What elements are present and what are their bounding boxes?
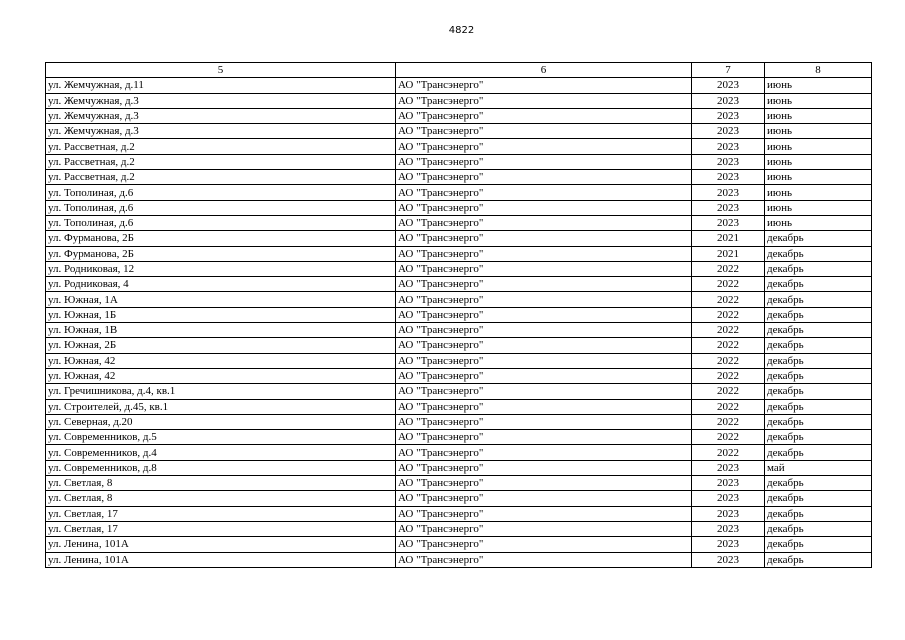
organization-cell: АО "Трансэнерго" <box>396 277 692 292</box>
month-cell: июнь <box>765 139 872 154</box>
address-cell: ул. Южная, 42 <box>46 368 396 383</box>
address-cell: ул. Тополиная, д.6 <box>46 200 396 215</box>
address-cell: ул. Ленина, 101А <box>46 552 396 567</box>
address-cell: ул. Фурманова, 2Б <box>46 246 396 261</box>
organization-cell: АО "Трансэнерго" <box>396 200 692 215</box>
address-cell: ул. Южная, 2Б <box>46 338 396 353</box>
address-cell: ул. Южная, 42 <box>46 353 396 368</box>
month-cell: декабрь <box>765 491 872 506</box>
year-cell: 2023 <box>692 476 765 491</box>
table-row <box>46 139 872 154</box>
month-cell: декабрь <box>765 521 872 536</box>
month-cell: декабрь <box>765 231 872 246</box>
table-body <box>46 63 872 568</box>
address-cell: ул. Фурманова, 2Б <box>46 231 396 246</box>
year-cell: 2023 <box>692 108 765 123</box>
year-cell: 2023 <box>692 185 765 200</box>
month-cell: декабрь <box>765 537 872 552</box>
month-cell: декабрь <box>765 338 872 353</box>
header-cell-7: 7 <box>692 63 765 78</box>
table-row <box>46 460 872 475</box>
month-cell: декабрь <box>765 476 872 491</box>
year-cell: 2023 <box>692 200 765 215</box>
year-cell: 2023 <box>692 491 765 506</box>
table-row <box>46 414 872 429</box>
address-cell: ул. Жемчужная, д.3 <box>46 108 396 123</box>
organization-cell: АО "Трансэнерго" <box>396 521 692 536</box>
table-row <box>46 307 872 322</box>
month-cell: декабрь <box>765 246 872 261</box>
address-cell: ул. Рассветная, д.2 <box>46 139 396 154</box>
table-row <box>46 215 872 230</box>
address-cell: ул. Северная, д.20 <box>46 414 396 429</box>
table-row <box>46 476 872 491</box>
year-cell: 2022 <box>692 292 765 307</box>
year-cell: 2023 <box>692 93 765 108</box>
table-row <box>46 261 872 276</box>
year-cell: 2023 <box>692 537 765 552</box>
address-cell: ул. Современников, д.5 <box>46 430 396 445</box>
organization-cell: АО "Трансэнерго" <box>396 368 692 383</box>
organization-cell: АО "Трансэнерго" <box>396 506 692 521</box>
organization-cell: АО "Трансэнерго" <box>396 323 692 338</box>
organization-cell: АО "Трансэнерго" <box>396 353 692 368</box>
month-cell: декабрь <box>765 277 872 292</box>
table-row <box>46 185 872 200</box>
organization-cell: АО "Трансэнерго" <box>396 399 692 414</box>
year-cell: 2023 <box>692 506 765 521</box>
table-row <box>46 170 872 185</box>
address-cell: ул. Рассветная, д.2 <box>46 154 396 169</box>
month-cell: декабрь <box>765 399 872 414</box>
organization-cell: АО "Трансэнерго" <box>396 154 692 169</box>
month-cell: декабрь <box>765 261 872 276</box>
table-row <box>46 368 872 383</box>
month-cell: декабрь <box>765 368 872 383</box>
month-cell: декабрь <box>765 552 872 567</box>
year-cell: 2021 <box>692 231 765 246</box>
organization-cell: АО "Трансэнерго" <box>396 215 692 230</box>
table-row <box>46 430 872 445</box>
address-cell: ул. Гречишникова, д.4, кв.1 <box>46 384 396 399</box>
address-cell: ул. Тополиная, д.6 <box>46 215 396 230</box>
organization-cell: АО "Трансэнерго" <box>396 384 692 399</box>
organization-cell: АО "Трансэнерго" <box>396 139 692 154</box>
month-cell: декабрь <box>765 506 872 521</box>
year-cell: 2022 <box>692 414 765 429</box>
year-cell: 2023 <box>692 521 765 536</box>
address-cell: ул. Тополиная, д.6 <box>46 185 396 200</box>
address-cell: ул. Жемчужная, д.11 <box>46 78 396 93</box>
table-row <box>46 537 872 552</box>
address-cell: ул. Светлая, 8 <box>46 491 396 506</box>
header-cell-8: 8 <box>765 63 872 78</box>
organization-cell: АО "Трансэнерго" <box>396 307 692 322</box>
organization-cell: АО "Трансэнерго" <box>396 476 692 491</box>
address-cell: ул. Родниковая, 12 <box>46 261 396 276</box>
address-cell: ул. Рассветная, д.2 <box>46 170 396 185</box>
month-cell: май <box>765 460 872 475</box>
table-row <box>46 277 872 292</box>
month-cell: декабрь <box>765 307 872 322</box>
organization-cell: АО "Трансэнерго" <box>396 93 692 108</box>
address-cell: ул. Современников, д.8 <box>46 460 396 475</box>
year-cell: 2022 <box>692 368 765 383</box>
month-cell: июнь <box>765 200 872 215</box>
address-cell: ул. Южная, 1А <box>46 292 396 307</box>
organization-cell: АО "Трансэнерго" <box>396 445 692 460</box>
organization-cell: АО "Трансэнерго" <box>396 108 692 123</box>
table-row <box>46 491 872 506</box>
organization-cell: АО "Трансэнерго" <box>396 460 692 475</box>
table-row <box>46 399 872 414</box>
month-cell: декабрь <box>765 384 872 399</box>
year-cell: 2022 <box>692 338 765 353</box>
table-header-row <box>46 63 872 78</box>
table-row <box>46 78 872 93</box>
table-row <box>46 154 872 169</box>
table-row <box>46 246 872 261</box>
month-cell: июнь <box>765 215 872 230</box>
table-row <box>46 338 872 353</box>
address-cell: ул. Современников, д.4 <box>46 445 396 460</box>
month-cell: декабрь <box>765 353 872 368</box>
month-cell: июнь <box>765 108 872 123</box>
organization-cell: АО "Трансэнерго" <box>396 124 692 139</box>
table-row <box>46 506 872 521</box>
organization-cell: АО "Трансэнерго" <box>396 491 692 506</box>
year-cell: 2022 <box>692 399 765 414</box>
organization-cell: АО "Трансэнерго" <box>396 414 692 429</box>
year-cell: 2023 <box>692 139 765 154</box>
month-cell: декабрь <box>765 414 872 429</box>
table-row <box>46 552 872 567</box>
year-cell: 2023 <box>692 460 765 475</box>
month-cell: декабрь <box>765 292 872 307</box>
header-cell-5: 5 <box>46 63 396 78</box>
address-cell: ул. Жемчужная, д.3 <box>46 124 396 139</box>
month-cell: декабрь <box>765 430 872 445</box>
organization-cell: АО "Трансэнерго" <box>396 292 692 307</box>
year-cell: 2023 <box>692 124 765 139</box>
table-row <box>46 231 872 246</box>
address-cell: ул. Южная, 1Б <box>46 307 396 322</box>
address-cell: ул. Ленина, 101А <box>46 537 396 552</box>
year-cell: 2022 <box>692 445 765 460</box>
year-cell: 2022 <box>692 277 765 292</box>
year-cell: 2022 <box>692 353 765 368</box>
table-row <box>46 353 872 368</box>
address-cell: ул. Жемчужная, д.3 <box>46 93 396 108</box>
organization-cell: АО "Трансэнерго" <box>396 261 692 276</box>
table-row <box>46 124 872 139</box>
address-cell: ул. Светлая, 17 <box>46 521 396 536</box>
year-cell: 2022 <box>692 384 765 399</box>
address-cell: ул. Светлая, 8 <box>46 476 396 491</box>
organization-cell: АО "Трансэнерго" <box>396 338 692 353</box>
table-row <box>46 93 872 108</box>
table-row <box>46 292 872 307</box>
organization-cell: АО "Трансэнерго" <box>396 552 692 567</box>
organization-cell: АО "Трансэнерго" <box>396 246 692 261</box>
address-cell: ул. Родниковая, 4 <box>46 277 396 292</box>
year-cell: 2022 <box>692 307 765 322</box>
month-cell: июнь <box>765 170 872 185</box>
year-cell: 2023 <box>692 78 765 93</box>
year-cell: 2023 <box>692 170 765 185</box>
table-row <box>46 445 872 460</box>
table-row <box>46 200 872 215</box>
table-row <box>46 108 872 123</box>
year-cell: 2023 <box>692 154 765 169</box>
page-number: 4822 <box>448 25 475 36</box>
organization-cell: АО "Трансэнерго" <box>396 185 692 200</box>
organization-cell: АО "Трансэнерго" <box>396 170 692 185</box>
data-table <box>45 62 872 568</box>
table-row <box>46 521 872 536</box>
month-cell: июнь <box>765 154 872 169</box>
table-row <box>46 384 872 399</box>
month-cell: июнь <box>765 93 872 108</box>
year-cell: 2022 <box>692 323 765 338</box>
year-cell: 2022 <box>692 430 765 445</box>
address-cell: ул. Строителей, д.45, кв.1 <box>46 399 396 414</box>
month-cell: июнь <box>765 124 872 139</box>
year-cell: 2023 <box>692 552 765 567</box>
year-cell: 2021 <box>692 246 765 261</box>
organization-cell: АО "Трансэнерго" <box>396 231 692 246</box>
year-cell: 2023 <box>692 215 765 230</box>
organization-cell: АО "Трансэнерго" <box>396 537 692 552</box>
month-cell: июнь <box>765 185 872 200</box>
table-row <box>46 323 872 338</box>
organization-cell: АО "Трансэнерго" <box>396 78 692 93</box>
organization-cell: АО "Трансэнерго" <box>396 430 692 445</box>
address-cell: ул. Светлая, 17 <box>46 506 396 521</box>
month-cell: декабрь <box>765 445 872 460</box>
address-cell: ул. Южная, 1В <box>46 323 396 338</box>
month-cell: июнь <box>765 78 872 93</box>
month-cell: декабрь <box>765 323 872 338</box>
header-cell-6: 6 <box>396 63 692 78</box>
year-cell: 2022 <box>692 261 765 276</box>
